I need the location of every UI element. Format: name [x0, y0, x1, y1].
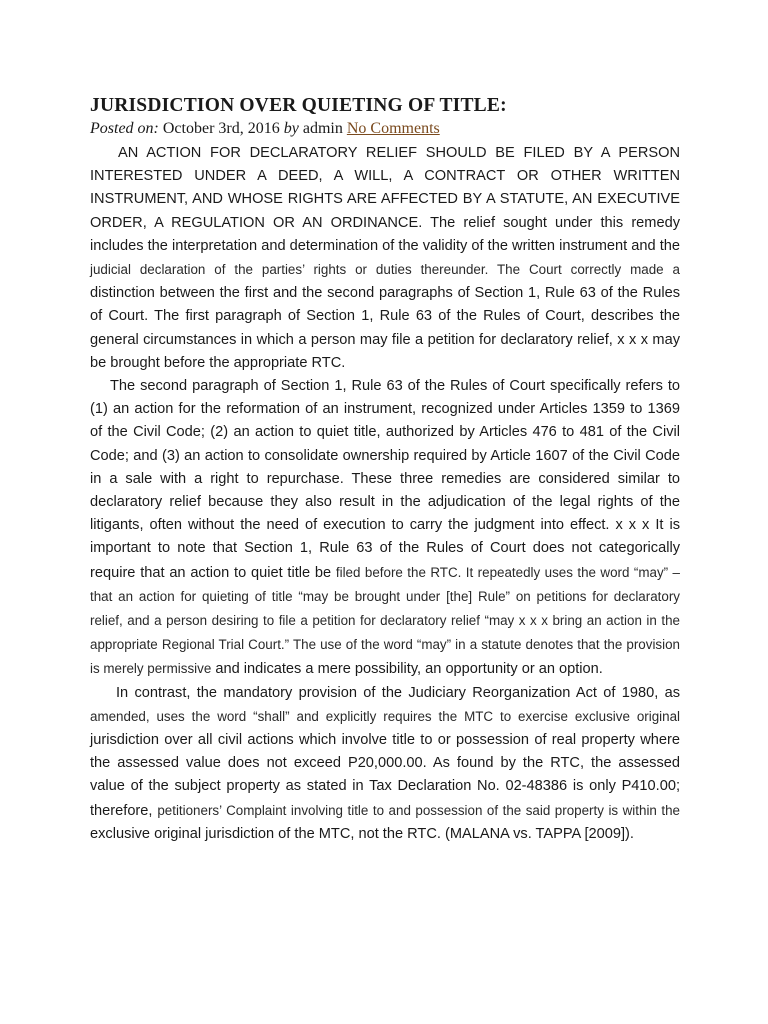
- post-author: admin: [302, 120, 343, 137]
- text-segment: petitioners’ Complaint involving title to and possession of the said property is within the: [157, 802, 681, 818]
- text-segment: filed before the RTC. It repeatedly uses the word “may” – that an action for quieting of title “may be brought under [the] Rule” on petitions for declaratory relief, and a person desiring to file a petition for declaratory relief “may x x x bring an action in the appropriate Regional Trial Court.” The use of the word “may” in a statute denotes that the provision is merely permissive: [90, 564, 680, 677]
- text-segment: and indicates a mere possibility, an opportunity or an option.: [211, 661, 603, 678]
- text-segment: AN ACTION FOR DECLARATORY RELIEF SHOULD BE FILED BY A PERSON INTERESTED UNDER A DEED, A WILL, A CONTRACT OR OTHER WRITTEN INSTRUMENT, AND WHOSE RIGHTS ARE AFFECTED BY A STATUTE, AN EXECUTIVE ORDER, A REGULATION OR AN ORDINANCE. The relief sought under this remedy includes the interpretation and determination of the validity of the written instrument and the: [90, 145, 680, 254]
- text-segment: judicial declaration of the parties’ rights or duties thereunder. The Court correctly made a: [90, 262, 680, 278]
- text-segment: amended, uses the word “shall” and explicitly requires the MTC to exercise exclusive original: [90, 708, 680, 724]
- paragraph-3: [90, 682, 680, 846]
- post-meta: [90, 118, 680, 140]
- text-segment: In contrast, the mandatory provision of the Judiciary Reorganization Act of 1980, as: [116, 684, 680, 701]
- text-segment: jurisdiction over all civil actions which involve title to or possession of real property where the assessed value does not exceed P20,000.00. As found by the RTC, the assessed value of the subject property as stated in Tax Declaration No. 02-48386 is only P410.00; therefore,: [90, 732, 680, 819]
- paragraph-1: [90, 142, 680, 375]
- text-segment: exclusive original jurisdiction of the MTC, not the RTC. (MALANA vs. TAPPA [2009]).: [90, 825, 634, 842]
- comments-link[interactable]: No Comments: [346, 120, 440, 137]
- article-title: JURISDICTION OVER QUIETING OF TITLE:: [90, 95, 507, 116]
- posted-on-label: Posted on:: [90, 120, 159, 137]
- article: [90, 94, 680, 846]
- paragraph-2: [90, 375, 680, 682]
- text-segment: The second paragraph of Section 1, Rule 63 of the Rules of Court specifically refers to (1) an action for the reformation of an instrument, recognized under Articles 1359 to 1369 of the Civil Code; (2) an action to quiet title, authorized by Articles 476 to 481 of the Civil Code; and (3) an action to consolidate ownership required by Article 1607 of the Civil Code in a sale with a right to repurchase. These three remedies are considered similar to declaratory relief because they also result in the adjudication of the legal rights of the litigants, often without the need of execution to carry the judgment into effect. x x x It is important to note that Section 1, Rule 63 of the Rules of Court does not categorically require that an action to quiet title be: [90, 378, 680, 581]
- post-date: October 3rd, 2016: [162, 120, 280, 137]
- by-label: by: [283, 120, 299, 137]
- text-segment: distinction between the first and the second paragraphs of Section 1, Rule 63 of the Rules of Court. The first paragraph of Section 1, Rule 63 of the Rules of Court, describes the general circumstances in which a person may file a petition for declaratory relief, x x x may be brought before the appropriate RTC.: [90, 285, 680, 371]
